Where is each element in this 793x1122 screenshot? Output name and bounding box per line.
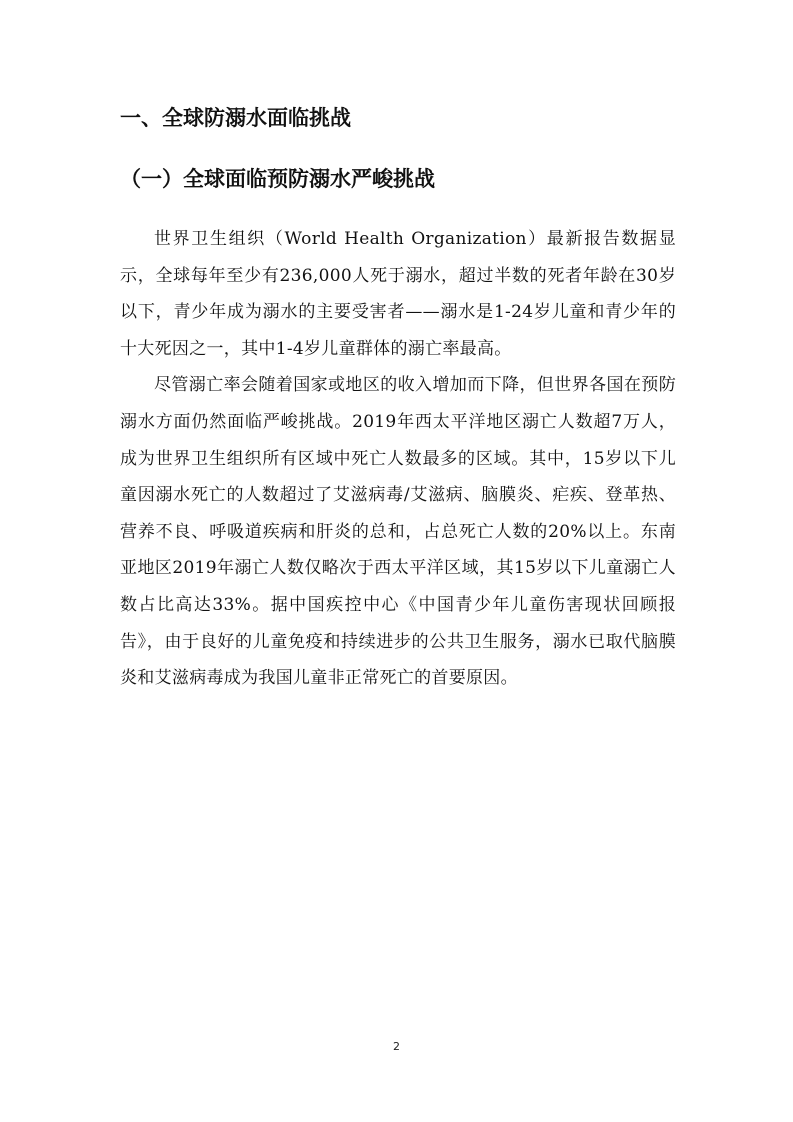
body-text <box>120 221 676 697</box>
page-number: 2 <box>393 1040 400 1053</box>
subsection-heading: （一）全球面临预防溺水严峻挑战 <box>120 167 435 191</box>
paragraph-1: 世界卫生组织（World Health Organization）最新报告数据显示，全球每年至少有236,000人死于溺水，超过半数的死者年龄在30岁以下，青少年成为溺水的主要受害者——溺水是1-24岁儿童和青少年的十大死因之一，其中1-4岁儿童群体的溺亡率最高。 <box>120 229 676 359</box>
paragraph-2: 尽管溺亡率会随着国家或地区的收入增加而下降，但世界各国在预防溺水方面仍然面临严峻挑战。2019年西太平洋地区溺亡人数超7万人，成为世界卫生组织所有区域中死亡人数最多的区域。其中，15岁以下儿童因溺水死亡的人数超过了艾滋病毒/艾滋病、脑膜炎、疟疾、登革热、营养不良、呼吸道疾病和肝炎的总和，占总死亡人数的20%以上。东南亚地区2019年溺亡人数仅略次于西太平洋区域，其15岁以下儿童溺亡人数占比高达33%。据中国疾控中心《中国青少年儿童伤害现状回顾报告》，由于良好的儿童免疫和持续进步的公共卫生服务，溺水已取代脑膜炎和艾滋病毒成为我国儿童非正常死亡的首要原因。 <box>120 375 676 689</box>
section-heading: 一、全球防溺水面临挑战 <box>120 106 351 130</box>
